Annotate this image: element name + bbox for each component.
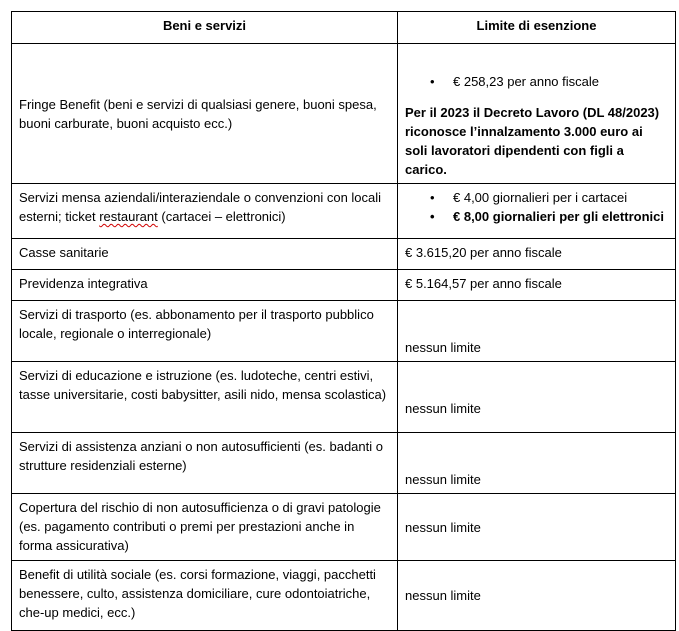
cell-limit-servizi-trasporto: nessun limite (398, 301, 676, 362)
cell-item-servizi-educazione: Servizi di educazione e istruzione (es. ludoteche, centri estivi, tasse universitarie, costi babysitter, asili nido, mensa scolastica) (12, 362, 398, 433)
table-row (12, 239, 676, 270)
benefits-table (11, 11, 676, 631)
cell-item-copertura-rischio: Copertura del rischio di non autosufficienza o di gravi patologie (es. pagamento contributi o premi per prestazioni anche in forma assicurativa) (12, 494, 398, 561)
table-row (12, 362, 676, 433)
header-beni-e-servizi: Beni e servizi (12, 12, 398, 44)
table-row (12, 561, 676, 631)
table-row (12, 270, 676, 301)
list-item: • € 258,23 per anno fiscale (405, 72, 668, 91)
cell-item-benefit-utilita-sociale: Benefit di utilità sociale (es. corsi formazione, viaggi, pacchetti benessere, culto, assistenza domiciliare, cure odontoiatriche, che-up medici, ecc.) (12, 561, 398, 631)
table-row (12, 494, 676, 561)
cell-limit-benefit-utilita-sociale: nessun limite (398, 561, 676, 631)
list-item: • € 4,00 giornalieri per i cartacei (405, 188, 668, 207)
item-text: Servizi mensa aziendali/interaziendale o convenzioni con locali esterni; ticket (19, 190, 382, 224)
limit-bullet-list (405, 188, 668, 226)
cell-item-fringe-benefit: Fringe Benefit (beni e servizi di qualsiasi genere, buoni spesa, buoni carburate, buoni acquisto ecc.) (12, 44, 398, 184)
cell-limit-previdenza-integrativa: € 5.164,57 per anno fiscale (398, 270, 676, 301)
cell-limit-servizi-educazione: nessun limite (398, 362, 676, 433)
table-row (12, 301, 676, 362)
cell-item-casse-sanitarie: Casse sanitarie (12, 239, 398, 270)
cell-limit-fringe-benefit (398, 44, 676, 184)
cell-item-previdenza-integrativa: Previdenza integrativa (12, 270, 398, 301)
cell-item-assistenza-anziani: Servizi di assistenza anziani o non autosufficienti (es. badanti o strutture residenziali esterne) (12, 433, 398, 494)
cell-item-servizi-mensa (12, 184, 398, 239)
cell-limit-casse-sanitarie: € 3.615,20 per anno fiscale (398, 239, 676, 270)
list-item: • € 8,00 giornalieri per gli elettronici (405, 207, 668, 226)
header-limite-di-esenzione: Limite di esenzione (398, 12, 676, 44)
cell-limit-servizi-mensa (398, 184, 676, 239)
table-row (12, 433, 676, 494)
cell-item-servizi-trasporto: Servizi di trasporto (es. abbonamento per il trasporto pubblico locale, regionale o interregionale) (12, 301, 398, 362)
table-row (12, 44, 676, 184)
spellcheck-flagged-word: restaurant (99, 209, 158, 224)
limit-bullet-list (405, 72, 668, 91)
table-header-row (12, 12, 676, 44)
decreto-lavoro-note: Per il 2023 il Decreto Lavoro (DL 48/2023) riconosce l’innalzamento 3.000 euro ai soli lavoratori dipendenti con figli a carico. (405, 105, 660, 177)
item-text: (cartacei – elettronici) (157, 209, 286, 224)
cell-limit-copertura-rischio: nessun limite (398, 494, 676, 561)
table-row (12, 184, 676, 239)
cell-limit-assistenza-anziani: nessun limite (398, 433, 676, 494)
